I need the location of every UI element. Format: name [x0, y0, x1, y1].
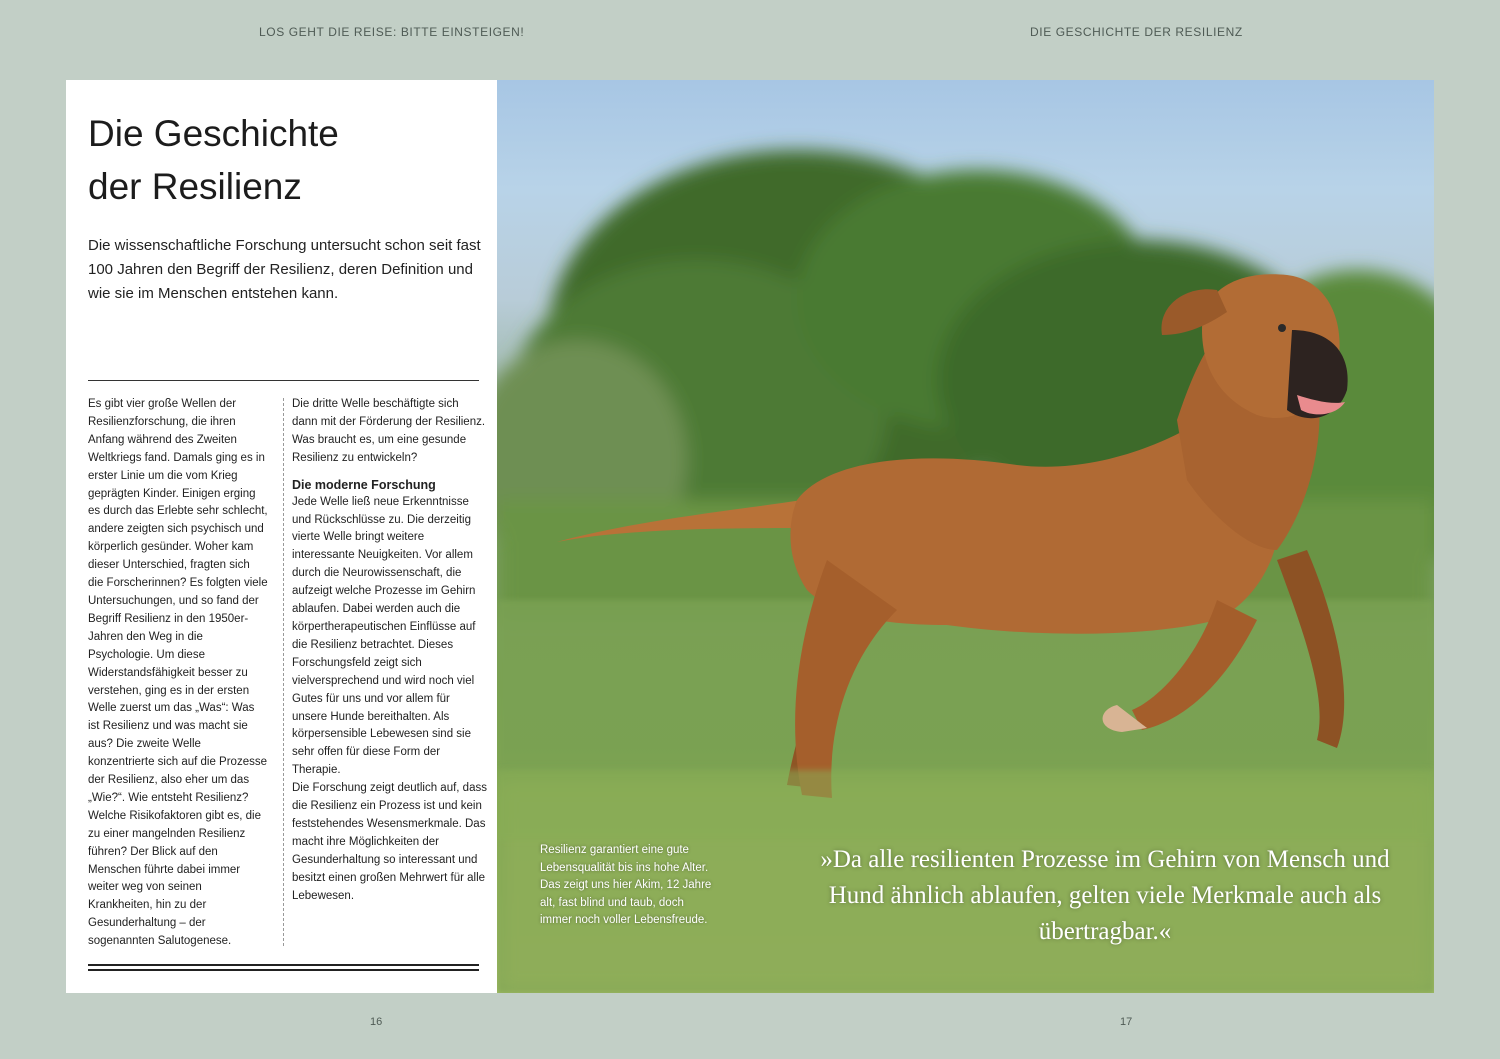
article-title: Die Geschichte der Resilienz — [88, 113, 339, 207]
column-1-paragraph: Es gibt vier große Wellen der Resilienzforschung, die ihren Anfang während des Zweiten Weltkriegs fand. Damals ging es in erster Linie um die vom Krieg geprägten Kinder. Einigen erging es durch das Erlebte sehr schlecht, andere zeigten sich psychisch und körperlich gesünder. Woher kam dieser Unterschied, fragten sich die Forscherinnen? Es folgten viele Untersuchungen, und so fand der Begriff Resilienz in den 1950er-Jahren den Weg in die Psychologie. Um diese Widerstandsfähigkeit besser zu verstehen, ging es in der ersten Welle zuerst um das „Was“: Was ist Resilienz und was macht sie aus? Die zweite Welle konzentrierte sich auf die Prozesse der Resilienz, also eher um das „Wie?“. Wie entsteht Resilienz? Welche Risikofaktoren gibt es, die zu einer mangelnden Resilienz führen? Der Blick auf den Menschen führte dabei immer weiter weg von seinen Krankheiten, hin zu der Gesunderhaltung – der sogenannten Salutogenese. — [88, 398, 268, 948]
top-rule — [88, 380, 479, 381]
text-column-2 — [292, 396, 487, 905]
text-column-1 — [88, 396, 268, 951]
column-2-paragraph-1: Die dritte Welle beschäftigte sich dann mit der Förderung der Resilienz. Was braucht es, um eine gesunde Resilienz zu entwickeln? — [292, 398, 486, 464]
left-page — [66, 80, 497, 993]
article-intro: Die wissenschaftliche Forschung untersucht schon seit fast 100 Jahren den Begriff der Resilienz, deren Definition und wie sie im Menschen entstehen kann. — [88, 237, 481, 302]
page-number-right: 17 — [1120, 1016, 1133, 1028]
bottom-double-rule — [88, 964, 479, 971]
photo-caption: Resilienz garantiert eine gute Lebensqualität bis ins hohe Alter. Das zeigt uns hier Akim, 12 Jahre alt, fast blind und taub, doch immer noch voller Lebensfreude. — [540, 844, 712, 926]
pull-quote: »Da alle resilienten Prozesse im Gehirn von Mensch und Hund ähnlich ablaufen, gelten viele Merkmale auch als übertragbar.« — [820, 846, 1390, 945]
column-2-paragraph-2: Jede Welle ließ neue Erkenntnisse und Rückschlüsse zu. Die derzeitig vierte Welle bringt weitere interessante Neuigkeiten. Vor allem durch die Neurowissenschaft, die aufzeigt welche Prozesse im Gehirn ablaufen. Dabei werden auch die körpertherapeutischen Einflüsse auf die Resilienz betrachtet. Dieses Forschungsfeld zeigt sich vielversprechend und wird noch viel Gutes für uns und vor allem für unsere Hunde bereithalten. Als körpersensible Lebewesen sind sie sehr offen für diese Form der Therapie. — [292, 495, 476, 777]
column-divider — [283, 398, 284, 946]
running-head-right: DIE GESCHICHTE DER RESILIENZ — [1030, 25, 1243, 39]
page-number-left: 16 — [370, 1016, 383, 1028]
dog-photo — [497, 80, 1434, 993]
running-head-left: LOS GEHT DIE REISE: BITTE EINSTEIGEN! — [259, 25, 525, 39]
column-2-paragraph-3: Die Forschung zeigt deutlich auf, dass die Resilienz ein Prozess ist und kein feststehendes Wesensmerkmale. Das macht ihre Möglichkeiten der Gesunderhaltung so interessant und besitzt einen großen Mehrwert für alle Lebewesen. — [292, 782, 487, 902]
subheading: Die moderne Forschung — [292, 477, 436, 492]
